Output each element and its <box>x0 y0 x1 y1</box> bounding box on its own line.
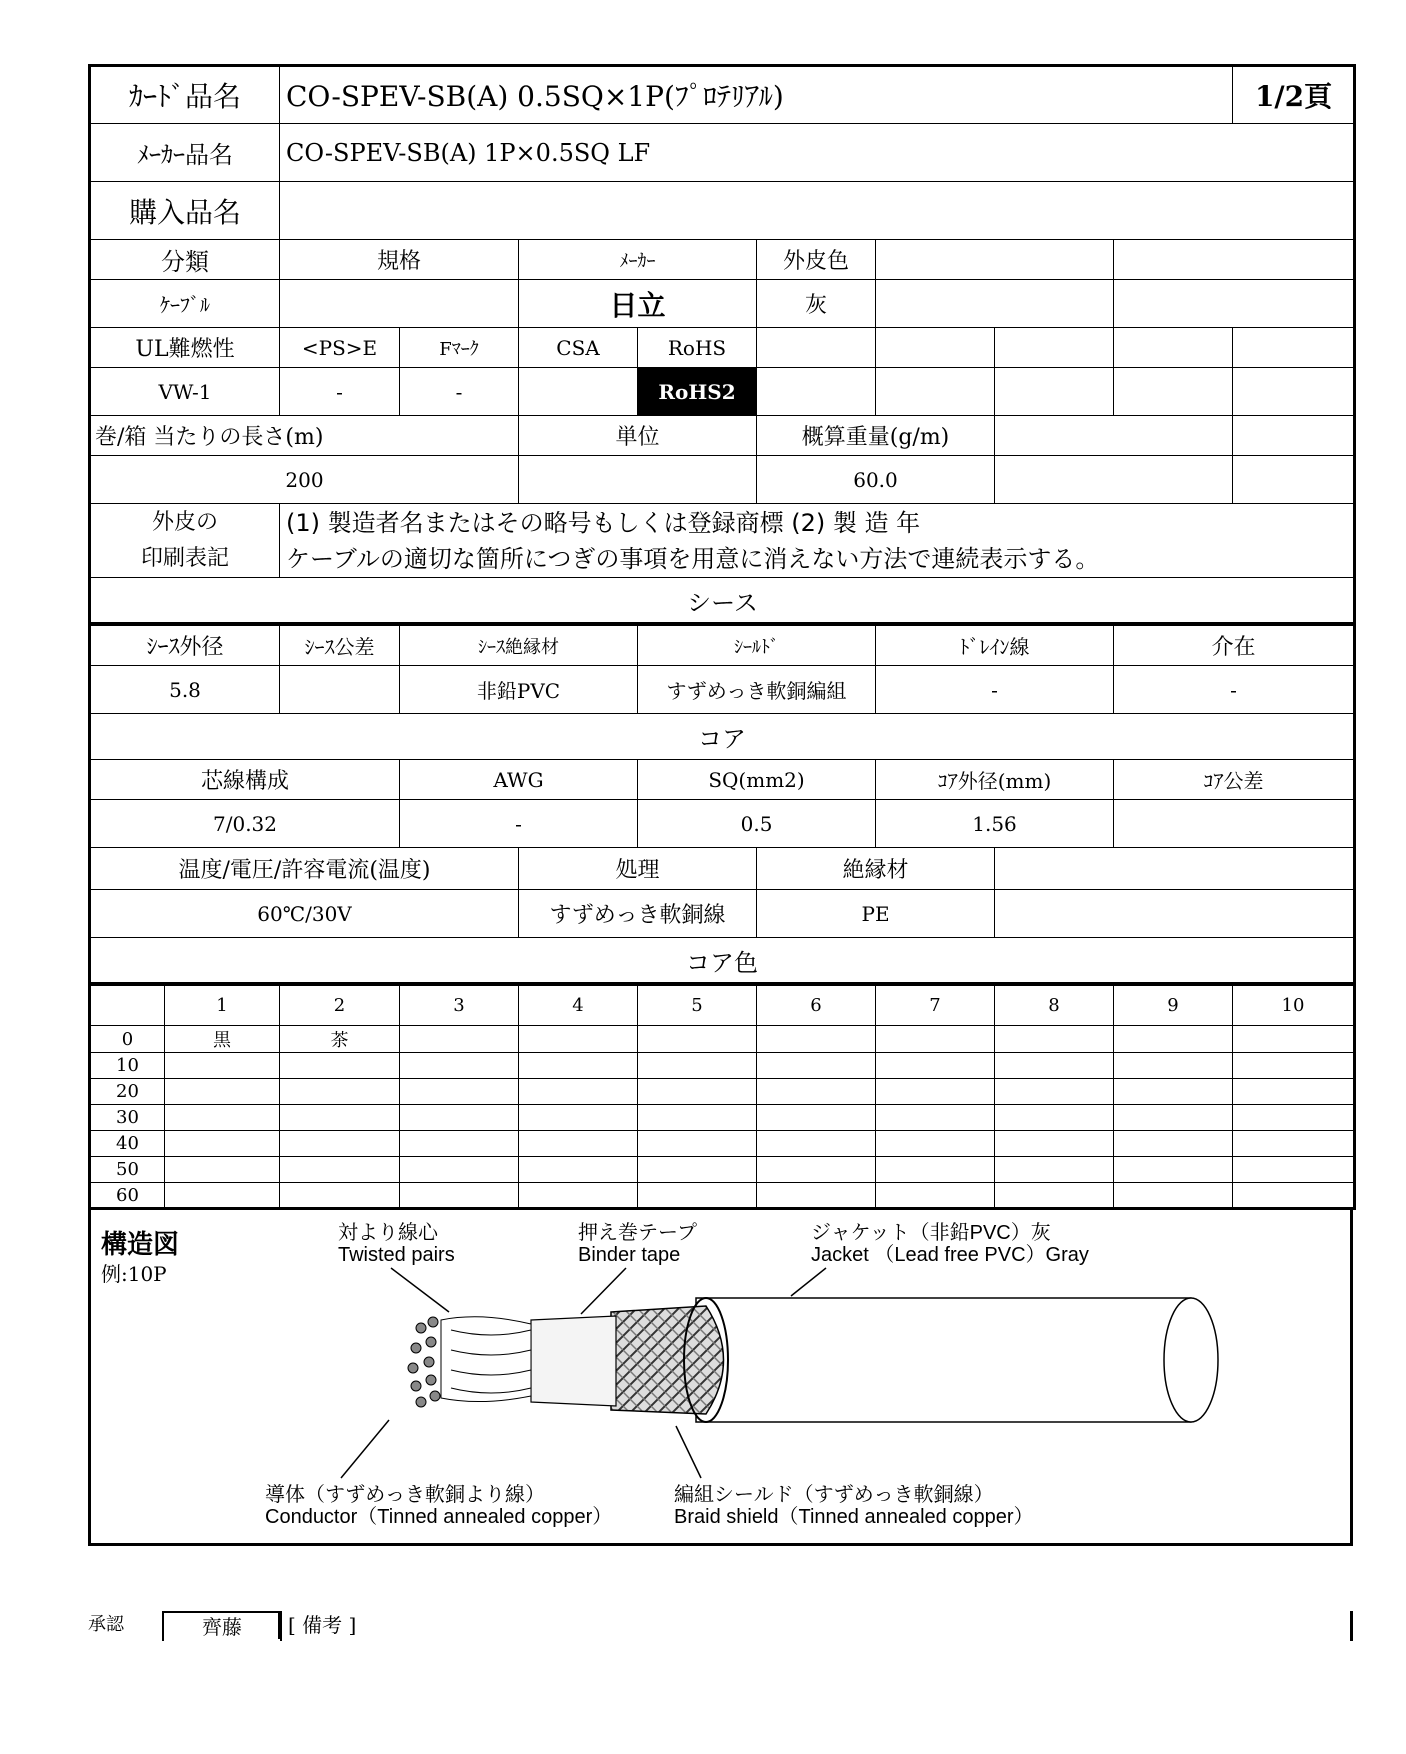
core-color-col-header: 9 <box>1114 986 1233 1026</box>
maker-name-value: CO-SPEV-SB(A) 1P×0.5SQ LF <box>280 124 1355 182</box>
core-color-cell <box>400 1105 519 1131</box>
core-color-cell <box>638 1157 757 1183</box>
std-header-blank <box>1114 328 1233 368</box>
print-label-line-1: 外皮の <box>151 509 218 535</box>
std-header-blank <box>1233 328 1355 368</box>
card-name-value: CO-SPEV-SB(A) 0.5SQ×1P(ﾌﾟﾛﾃﾘｱﾙ) <box>280 66 1233 124</box>
core-color-cell <box>1114 1105 1233 1131</box>
class-header-2: ﾒｰｶｰ <box>519 240 757 280</box>
sheath-header-5: 介在 <box>1114 626 1355 666</box>
std-header-3: CSA <box>519 328 638 368</box>
std-value-0: VW-1 <box>90 368 280 416</box>
core-color-cell: 黒 <box>165 1026 280 1053</box>
core-color-col-header: 3 <box>400 986 519 1026</box>
core-title: コア <box>90 714 1355 760</box>
core-value-0: 7/0.32 <box>90 800 400 848</box>
core-color-row <box>90 1131 1355 1157</box>
std-value-1: - <box>280 368 400 416</box>
spec-sheet <box>88 64 1353 1546</box>
core-color-row <box>90 1026 1355 1053</box>
binder-shape <box>531 1316 616 1406</box>
core-color-title: コア色 <box>90 938 1355 984</box>
rating-value-1: すずめっき軟銅線 <box>519 890 757 938</box>
std-value-3 <box>519 368 638 416</box>
class-header-0: 分類 <box>90 240 280 280</box>
core-color-col-header: 5 <box>638 986 757 1026</box>
core-color-row <box>90 1079 1355 1105</box>
core-color-cell <box>876 1105 995 1131</box>
sheath-value-4: - <box>876 666 1114 714</box>
length-value-blank-1 <box>995 456 1233 504</box>
approval-footer <box>88 1611 1353 1641</box>
core-color-cell <box>757 1079 876 1105</box>
core-color-col-header: 1 <box>165 986 280 1026</box>
core-value-3: 1.56 <box>876 800 1114 848</box>
std-header-1: <PS>E <box>280 328 400 368</box>
print-text <box>280 504 1355 578</box>
core-color-cell <box>519 1157 638 1183</box>
core-color-cell <box>1233 1183 1355 1209</box>
core-color-cell <box>1114 1157 1233 1183</box>
core-color-cell <box>400 1053 519 1079</box>
jacket-shape <box>696 1298 1206 1422</box>
core-color-col-header: 8 <box>995 986 1114 1026</box>
class-header-3: 外皮色 <box>757 240 876 280</box>
core-color-row-label: 50 <box>90 1157 165 1183</box>
core-color-cell <box>638 1026 757 1053</box>
core-color-cell <box>519 1183 638 1209</box>
core-color-cell <box>995 1105 1114 1131</box>
core-color-row-label: 30 <box>90 1105 165 1131</box>
std-header-blank <box>757 328 876 368</box>
core-color-cell <box>1114 1183 1233 1209</box>
core-color-col-header: 10 <box>1233 986 1355 1026</box>
page-number: 1/2頁 <box>1233 66 1355 124</box>
core-color-cell <box>1233 1053 1355 1079</box>
class-value-blank-1 <box>876 280 1114 328</box>
structure-title: 構造図 <box>101 1230 180 1260</box>
core-color-cell <box>280 1105 400 1131</box>
core-color-cell <box>400 1079 519 1105</box>
core-color-row <box>90 1053 1355 1079</box>
core-color-cell <box>165 1183 280 1209</box>
core-color-cell <box>757 1105 876 1131</box>
std-header-blank <box>876 328 995 368</box>
card-name-label: ｶｰﾄﾞ品名 <box>90 66 280 124</box>
core-color-cell <box>876 1079 995 1105</box>
core-color-cell <box>1233 1026 1355 1053</box>
twisted-label-en: Twisted pairs <box>338 1244 455 1266</box>
core-color-cell <box>280 1183 400 1209</box>
core-color-cell <box>757 1183 876 1209</box>
std-header-4: RoHS <box>638 328 757 368</box>
std-value-blank <box>876 368 995 416</box>
purchase-name-label: 購入品名 <box>90 182 280 240</box>
core-color-cell <box>995 1157 1114 1183</box>
core-color-cell <box>165 1105 280 1131</box>
sheath-title: シース <box>90 578 1355 624</box>
jacket-end <box>1164 1298 1218 1422</box>
print-label <box>90 504 280 578</box>
core-color-col-header: 2 <box>280 986 400 1026</box>
core-color-cell: 茶 <box>280 1026 400 1053</box>
twisted-label-jp: 対より線心 <box>338 1222 438 1244</box>
std-value-blank <box>1114 368 1233 416</box>
length-header-0: 巻/箱 当たりの長さ(m) <box>90 416 519 456</box>
core-color-cell <box>165 1053 280 1079</box>
conductor-label-jp: 導体（すずめっき軟銅より線） <box>265 1484 545 1506</box>
core-color-cell <box>280 1079 400 1105</box>
twisted-pairs <box>441 1317 531 1402</box>
core-color-cell <box>757 1157 876 1183</box>
core-color-cell <box>400 1131 519 1157</box>
rating-header-1: 処理 <box>519 848 757 890</box>
rating-header-blank <box>995 848 1355 890</box>
sheath-header-4: ﾄﾞﾚｲﾝ線 <box>876 626 1114 666</box>
sheath-header-3: ｼｰﾙﾄﾞ <box>638 626 876 666</box>
core-header-1: AWG <box>400 760 638 800</box>
std-value-blank <box>757 368 876 416</box>
class-value-3: 灰 <box>757 280 876 328</box>
print-line-1: (1) 製造者名またはその略号もしくは登録商標 (2) 製 造 年 <box>286 508 921 537</box>
purchase-name-value <box>280 182 1355 240</box>
length-value-2: 60.0 <box>757 456 995 504</box>
core-color-col-header: 6 <box>757 986 876 1026</box>
binder-label-en: Binder tape <box>578 1244 681 1266</box>
sheath-header-1: ｼｰｽ公差 <box>280 626 400 666</box>
structure-diagram <box>88 1210 1353 1546</box>
sheath-value-5: - <box>1114 666 1355 714</box>
sheath-header-2: ｼｰｽ絶縁材 <box>400 626 638 666</box>
core-color-cell <box>519 1026 638 1053</box>
core-color-row-label: 60 <box>90 1183 165 1209</box>
core-color-cell <box>400 1183 519 1209</box>
remarks-label: [ 備考 ] <box>278 1611 488 1639</box>
approval-label: 承認 <box>88 1614 124 1635</box>
rating-header-2: 絶縁材 <box>757 848 995 890</box>
core-color-cell <box>519 1053 638 1079</box>
length-header-blank-1 <box>995 416 1233 456</box>
core-color-row-label: 20 <box>90 1079 165 1105</box>
core-color-cell <box>1233 1157 1355 1183</box>
core-color-cell <box>876 1131 995 1157</box>
core-color-cell <box>995 1131 1114 1157</box>
std-header-0: UL難燃性 <box>90 328 280 368</box>
core-color-cell <box>638 1053 757 1079</box>
class-value-blank-2 <box>1114 280 1355 328</box>
core-color-cell <box>165 1157 280 1183</box>
length-value-0: 200 <box>90 456 519 504</box>
core-color-cell <box>638 1131 757 1157</box>
braid-label-jp: 編組シールド（すずめっき軟銅線） <box>674 1484 994 1506</box>
core-color-row-label: 0 <box>90 1026 165 1053</box>
core-color-cell <box>400 1157 519 1183</box>
core-color-cell <box>165 1079 280 1105</box>
core-header-3: ｺｱ外径(mm) <box>876 760 1114 800</box>
braid-label-en: Braid shield（Tinned annealed copper） <box>674 1506 1034 1528</box>
core-color-cell <box>1114 1053 1233 1079</box>
rating-value-0: 60℃/30V <box>90 890 519 938</box>
class-header-blank-2 <box>1114 240 1355 280</box>
core-color-cell <box>280 1131 400 1157</box>
core-header-0: 芯線構成 <box>90 760 400 800</box>
core-color-cell <box>1114 1079 1233 1105</box>
core-color-cell <box>280 1157 400 1183</box>
core-value-4 <box>1114 800 1355 848</box>
std-value-2: - <box>400 368 519 416</box>
length-value-blank-2 <box>1233 456 1355 504</box>
core-color-table <box>88 985 1356 1210</box>
class-value-2: 日立 <box>519 280 757 328</box>
core-color-cell <box>876 1183 995 1209</box>
conductor-label-en: Conductor（Tinned annealed copper） <box>265 1506 613 1528</box>
sheath-value-1 <box>280 666 400 714</box>
core-header-4: ｺｱ公差 <box>1114 760 1355 800</box>
core-color-corner <box>90 986 165 1026</box>
print-label-line-2: 印刷表記 <box>140 545 229 571</box>
core-color-cell <box>1114 1131 1233 1157</box>
conductor-ends <box>408 1317 440 1407</box>
length-header-2: 概算重量(g/m) <box>757 416 995 456</box>
core-color-cell <box>638 1183 757 1209</box>
rating-value-blank <box>995 890 1355 938</box>
length-header-blank-2 <box>1233 416 1355 456</box>
core-color-cell <box>519 1105 638 1131</box>
sheath-header-0: ｼｰｽ外径 <box>90 626 280 666</box>
header-table <box>88 64 1356 625</box>
core-color-cell <box>638 1105 757 1131</box>
core-color-row <box>90 1105 1355 1131</box>
core-value-1: - <box>400 800 638 848</box>
core-color-cell <box>1233 1105 1355 1131</box>
approver-name: 齊藤 <box>162 1611 282 1641</box>
rating-header-0: 温度/電圧/許容電流(温度) <box>90 848 519 890</box>
core-color-cell <box>995 1053 1114 1079</box>
core-color-cell <box>638 1079 757 1105</box>
sheath-value-2: 非鉛PVC <box>400 666 638 714</box>
core-color-row-label: 40 <box>90 1131 165 1157</box>
class-header-blank-1 <box>876 240 1114 280</box>
core-color-row <box>90 1157 1355 1183</box>
core-color-col-header: 4 <box>519 986 638 1026</box>
print-line-2: ケーブルの適切な箇所につぎの事項を用意に消えない方法で連続表示する。 <box>286 544 1100 573</box>
binder-label-jp: 押え巻テープ <box>578 1222 697 1244</box>
class-value-0: ｹｰﾌﾞﾙ <box>90 280 280 328</box>
core-color-row-label: 10 <box>90 1053 165 1079</box>
core-color-cell <box>757 1131 876 1157</box>
core-color-cell <box>995 1079 1114 1105</box>
maker-name-label: ﾒｰｶｰ品名 <box>90 124 280 182</box>
structure-example: 例:10P <box>101 1262 167 1286</box>
core-color-cell <box>400 1026 519 1053</box>
core-color-cell <box>1114 1026 1233 1053</box>
core-color-cell <box>876 1157 995 1183</box>
braid-shape <box>611 1306 724 1414</box>
core-color-cell <box>757 1026 876 1053</box>
length-header-1: 単位 <box>519 416 757 456</box>
class-header-1: 規格 <box>280 240 519 280</box>
core-color-cell <box>876 1026 995 1053</box>
jacket-label-en: Jacket （Lead free PVC）Gray <box>811 1244 1089 1266</box>
core-color-header-row <box>90 986 1355 1026</box>
jacket-label-jp: ジャケット（非鉛PVC）灰 <box>811 1222 1051 1244</box>
core-value-2: 0.5 <box>638 800 876 848</box>
core-header-2: SQ(mm2) <box>638 760 876 800</box>
core-color-cell <box>519 1131 638 1157</box>
core-color-cell <box>995 1026 1114 1053</box>
core-color-cell <box>757 1053 876 1079</box>
std-header-2: Fﾏｰｸ <box>400 328 519 368</box>
core-color-cell <box>1233 1079 1355 1105</box>
core-color-cell <box>280 1053 400 1079</box>
sheath-value-3: すずめっき軟銅編組 <box>638 666 876 714</box>
core-color-cell <box>165 1131 280 1157</box>
rohs-badge: RoHS2 <box>638 368 757 416</box>
footer-right-border <box>1350 1611 1353 1641</box>
cable-illustration <box>91 1210 1350 1540</box>
core-color-col-header: 7 <box>876 986 995 1026</box>
rating-value-2: PE <box>757 890 995 938</box>
core-color-cell <box>519 1079 638 1105</box>
sheath-value-0: 5.8 <box>90 666 280 714</box>
std-header-blank <box>995 328 1114 368</box>
core-color-cell <box>876 1053 995 1079</box>
core-color-cell <box>1233 1131 1355 1157</box>
core-color-row <box>90 1183 1355 1209</box>
length-value-1 <box>519 456 757 504</box>
std-value-blank <box>995 368 1114 416</box>
class-value-1 <box>280 280 519 328</box>
core-color-cell <box>995 1183 1114 1209</box>
std-value-blank <box>1233 368 1355 416</box>
sheath-core-table <box>88 625 1356 985</box>
